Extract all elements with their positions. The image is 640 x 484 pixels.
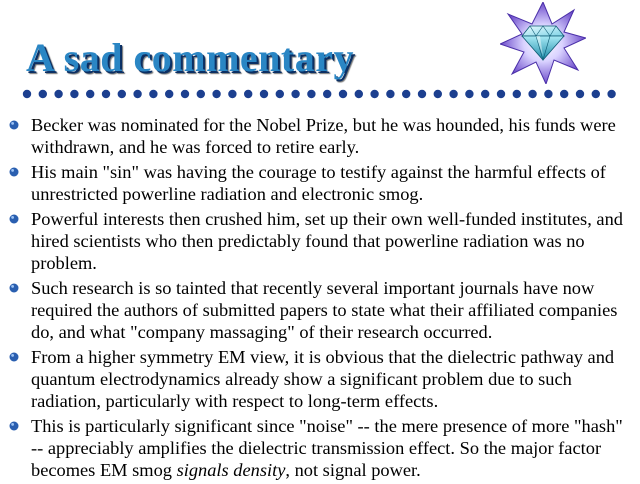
divider-dot: [355, 90, 363, 98]
sphere-bullet-icon: [9, 214, 19, 224]
bullet-text-part: , not signal power.: [285, 460, 421, 480]
bullet-text: Becker was nominated for the Nobel Prize, but he was hounded, his funds were withdrawn, and he was forced to retire early.: [31, 115, 616, 157]
divider-dot: [244, 90, 252, 98]
sphere-bullet-icon: [9, 120, 19, 130]
emphasized-phrase: signals density: [176, 460, 286, 480]
divider-dot: [497, 90, 505, 98]
bullet-text: His main "sin" was having the courage to testify against the harmful effects of unrestricted powerline radiation and electronic smog.: [31, 162, 606, 204]
divider-dot: [481, 90, 489, 98]
divider-dot: [513, 90, 521, 98]
divider-dot: [118, 90, 126, 98]
divider-dot: [197, 90, 205, 98]
divider-dot: [70, 90, 78, 98]
bullet-item: [0, 114, 640, 158]
sphere-bullet-icon: [9, 421, 19, 431]
divider-dot: [54, 90, 62, 98]
divider-dot: [307, 90, 315, 98]
bullet-text: [31, 415, 632, 481]
bullet-list: [0, 114, 640, 484]
divider-dot: [260, 90, 268, 98]
divider-dot: [370, 90, 378, 98]
slide-title: A sad commentary: [26, 35, 354, 80]
sphere-bullet-icon: [9, 167, 19, 177]
divider-dot: [434, 90, 442, 98]
divider-dot: [339, 90, 347, 98]
divider-dot: [291, 90, 299, 98]
bullet-item: [0, 277, 640, 343]
divider-dot: [544, 90, 552, 98]
divider-dot: [592, 90, 600, 98]
bullet-text: From a higher symmetry EM view, it is obvious that the dielectric pathway and quantum electrodynamics already show a significant problem due to such radiation, particularly with respect to long-term effects.: [31, 347, 615, 411]
divider-dot: [576, 90, 584, 98]
sphere-bullet-icon: [9, 352, 19, 362]
divider-dot: [449, 90, 457, 98]
bullet-item: [0, 161, 640, 205]
bullet-text: Powerful interests then crushed him, set up their own well-funded institutes, and hired scientists who then predictably found that powerline radiation was no problem.: [31, 209, 623, 273]
divider-dot: [276, 90, 284, 98]
divider-dot: [23, 90, 31, 98]
divider-dot: [39, 90, 47, 98]
sphere-bullet-icon: [9, 283, 19, 293]
dotted-divider: [22, 87, 628, 101]
divider-dot: [560, 90, 568, 98]
divider-dot: [133, 90, 141, 98]
divider-dot: [607, 90, 615, 98]
divider-dot: [149, 90, 157, 98]
divider-dot: [465, 90, 473, 98]
divider-dot: [228, 90, 236, 98]
divider-dot: [165, 90, 173, 98]
divider-dot: [418, 90, 426, 98]
bullet-item: [0, 208, 640, 274]
bullet-text: Such research is so tainted that recently several important journals have now required the authors of submitted papers to state what their affiliated companies do, and what "company massaging" of their research occurred.: [31, 278, 618, 342]
divider-dot: [402, 90, 410, 98]
divider-dot: [386, 90, 394, 98]
bullet-item: [0, 415, 640, 481]
diamond-starburst-logo: [500, 2, 586, 84]
divider-dot: [528, 90, 536, 98]
divider-dot: [323, 90, 331, 98]
divider-dot: [86, 90, 94, 98]
divider-dot: [102, 90, 110, 98]
divider-dot: [181, 90, 189, 98]
bullet-text-part: This is particularly significant since "noise" -- the mere presence of more "hash" -- appreciably amplifies the dielectric transmission effect. So the major factor becomes EM smog: [31, 416, 623, 480]
bullet-item: [0, 346, 640, 412]
divider-dot: [212, 90, 220, 98]
